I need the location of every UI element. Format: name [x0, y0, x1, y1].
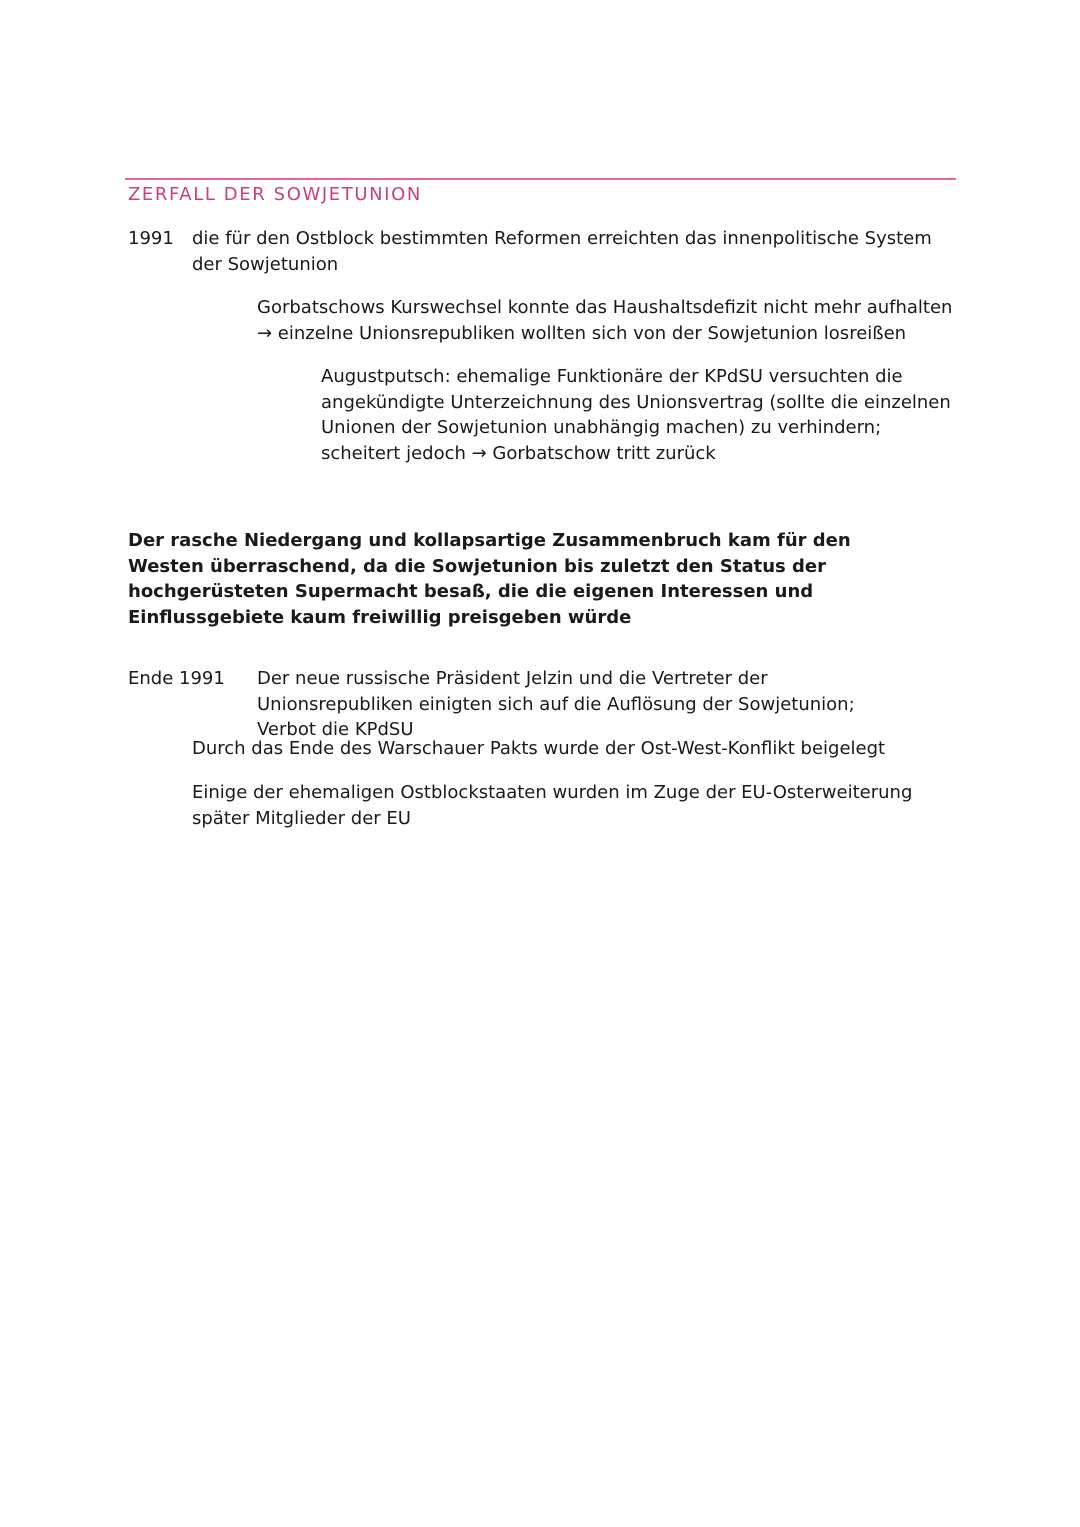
- section-divider: [125, 178, 956, 180]
- entry-jelzin: Der neue russische Präsident Jelzin und die Vertreter der Unionsrepubliken einigten sich auf die Auflösung der Sowjetunion; Verbot die KPdSU: [257, 668, 855, 740]
- entry-reforms: die für den Ostblock bestimmten Reformen erreichten das innenpolitische System der Sowjetunion: [192, 228, 932, 275]
- entry-augustputsch: Augustputsch: ehemalige Funktionäre der KPdSU versuchten die angekündigte Unterzeichnung des Unionsvertrag (sollte die einzelnen Unionen der Sowjetunion unabhängig machen) zu verhindern; scheitert jedoch → Gorbatschow tritt zurück: [321, 366, 951, 464]
- year-label-ende-1991: Ende 1991: [128, 668, 225, 689]
- entry-gorbatschow-kurswechsel: Gorbatschows Kurswechsel konnte das Haushaltsdefizit nicht mehr aufhalten → einzelne Unionsrepubliken wollten sich von der Sowjetunion losreißen: [257, 297, 953, 344]
- entry-eu-osterweiterung: Einige der ehemaligen Ostblockstaaten wurden im Zuge der EU-Osterweiterung später Mitglieder der EU: [192, 782, 913, 829]
- entry-warschauer-pakt: Durch das Ende des Warschauer Pakts wurde der Ost-West-Konflikt beigelegt: [192, 738, 886, 759]
- section-title: ZERFALL DER SOWJETUNION: [128, 184, 422, 205]
- summary-paragraph: Der rasche Niedergang und kollapsartige Zusammenbruch kam für den Westen überraschend, da die Sowjetunion bis zuletzt den Status der hochgerüsteten Supermacht besaß, die die eigenen Interessen und Einflussgebiete kaum freiwillig preisgeben würde: [128, 530, 851, 628]
- year-label-1991: 1991: [128, 228, 174, 249]
